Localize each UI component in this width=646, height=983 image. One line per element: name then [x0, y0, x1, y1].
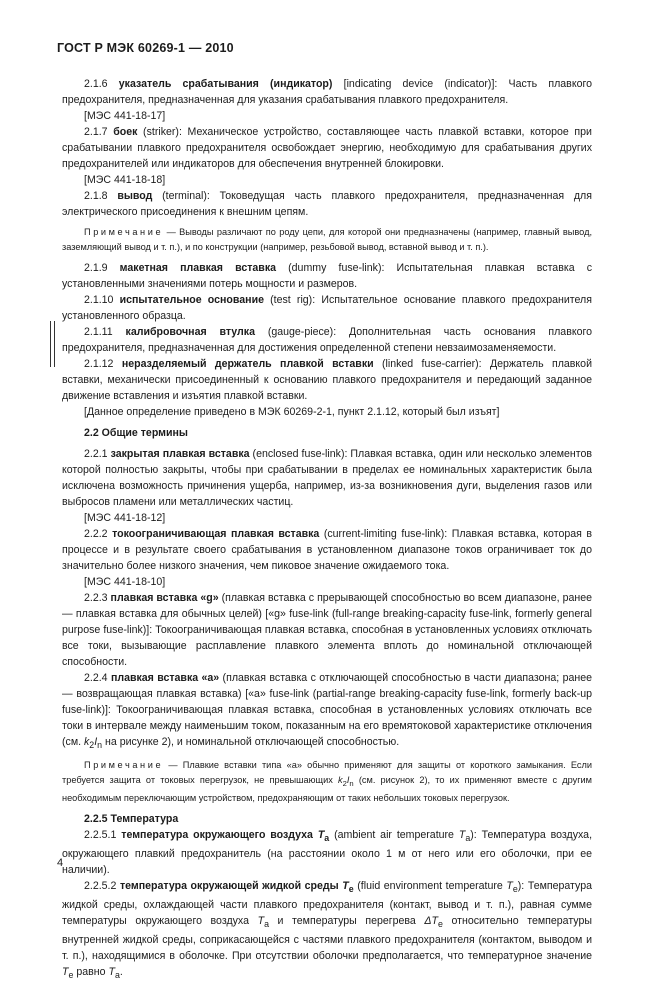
- term: температура окружающей жидкой среды $T_e$: [119, 880, 354, 895]
- term: калибровочная втулка: [125, 326, 255, 338]
- note: Примечание — Выводы различают по роду цепи, для которой они предназначены (например, главный вывод, заземляющий вывод и т. п.), и по конструкции (например, резьбовой вывод, вставной вывод и т. п.).: [62, 227, 592, 252]
- term: указатель срабатывания (индикатор): [118, 78, 333, 90]
- reference: [МЭС 441-18-18]: [84, 174, 166, 186]
- section-heading: 2.2 Общие термины: [84, 427, 188, 439]
- change-bar: [50, 321, 55, 367]
- term: токоограничивающая плавкая вставка: [112, 528, 320, 540]
- term: боек: [113, 126, 138, 138]
- term: закрытая плавкая вставка: [110, 448, 250, 460]
- term: неразделяемый держатель плавкой вставки: [121, 358, 374, 370]
- clause-2-2-5-1: 2.2.5.1 температура окружающего воздуха $T_a$ (ambient air temperature $T_a$): Температура воздуха, окружающего плавкий предохранитель (на расстоянии около 1 м от него или его оболочки, при ее наличии).: [62, 828, 593, 877]
- clause-2-2-2: 2.2.2 токоограничивающая плавкая вставка (current-limiting fuse-link): Плавкая вставка, которая в процессе и в результате своего срабатывания в установленном диапазоне токов ограничивает ток до значительно более низкого значения, чем пиковое значение ожидаемого тока.: [62, 528, 592, 572]
- term: вывод: [117, 190, 153, 202]
- clause-2-1-11: 2.1.11 калибровочная втулка (gauge-piece): Дополнительная часть основания плавкого предохранителя, предназначенная для достижения определенной степени невзаимозаменяемости.: [62, 326, 592, 354]
- clause-2-1-8: 2.1.8 вывод (terminal): Токоведущая часть плавкого предохранителя, предназначенная для электрического присоединения к внешним цепям.: [62, 190, 592, 218]
- term: плавкая вставка «a»: [110, 672, 220, 684]
- note: Примечание — Плавкие вставки типа «a» обычно применяют для защиты от короткого замыкания. Если требуется защита от токовых перегрузок, не превышающих $k_2I_n$ (см. рисунок 2), то их применяют вместе с другим необходимым переключающим устройством, предохраняющим от таких небольших токовых перегрузок.: [62, 760, 593, 803]
- clause-2-2-5-2: 2.2.5.2 температура окружающей жидкой среды $T_e$ (fluid environment temperature $T_e$): Температура жидкой среды, охлаждающей части плавкого предохранителя (контакт, вывод и т. п.), равная сумме температуры окружающего воздуха $T_a$ и температуры перегрева $\Delta T_e$ относительно температуры внутренней жидкой среды, соприкасающейся с частями плавкого предохранителя (контактом, выводом и т. п.), находящимися в оболочке. При отсутствии оболочки предполагается, что температурное значение $T_e$ равно $T_a$.: [62, 880, 592, 981]
- page-body: [62, 76, 592, 983]
- subsection-heading: 2.2.5 Температура: [84, 812, 179, 825]
- clause-2-2-3: 2.2.3 плавкая вставка «g» (плавкая вставка с прерывающей способностью во всем диапазоне, ранее — плавкая вставка для обычных целей) [«g» fuse-link (full-range breaking-capacity fuse-link, formerly general purpose fuse-link)]: Токоограничивающая плавкая вставка, способная в установленных условиях отключать все токи, вызывающие расплавление плавкого элемента вплоть до номинальной отключающей способности.: [62, 592, 592, 668]
- clause-2-1-9: 2.1.9 макетная плавкая вставка (dummy fuse-link): Испытательная плавкая вставка с установленными значениями потерь мощности и размеров.: [62, 262, 592, 290]
- clause-2-1-12: 2.1.12 неразделяемый держатель плавкой вставки (linked fuse-carrier): Держатель плавкой вставки, механически присоединенный к основанию плавкого предохранителя и передающий заданное движение вставления и изъятия плавкой вставки.: [62, 358, 592, 402]
- term: плавкая вставка «g»: [110, 592, 219, 604]
- clause-2-1-7: 2.1.7 боек (striker): Механическое устройство, составляющее часть плавкой вставки, которое при срабатывании плавкого предохранителя освобождает энергию, необходимую для срабатывания других предохранителей или индикаторов для обеспечения внутренней блокировки.: [62, 126, 592, 170]
- reference: [МЭС 441-18-17]: [84, 110, 166, 122]
- term: температура окружающего воздуха $T_a$: [121, 828, 330, 844]
- clause-2-2-4: 2.2.4 плавкая вставка «a» (плавкая вставка с отключающей способностью в части диапазона; ранее — возвращающая плавкая вставка) [«a» fuse-link (partial-range breaking-capacity fuse-link, formerly back-up fuse-link)]: Токоограничивающая плавкая вставка, способная в установленных условиях отключать все токи в интервале между наименьшим током, показанным на его времятоковой характеристике отключения (см. $k_2I_n$ на рисунке 2), и номинальной отключающей способностью.: [62, 672, 592, 751]
- reference: [МЭС 441-18-10]: [84, 576, 166, 588]
- clause-2-2-1: 2.2.1 закрытая плавкая вставка (enclosed fuse-link): Плавкая вставка, один или несколько элементов которой полностью закрыты, чтобы при срабатывании в пределах ее номинальных характеристик была исключена возможность причинения ущерба, например, из-за возникновения дуги, выделения газов или выбросов пламени или металлических частиц.: [62, 448, 592, 508]
- term: макетная плавкая вставка: [119, 262, 277, 274]
- reference: [Данное определение приведено в МЭК 60269-2-1, пункт 2.1.12, который был изъят]: [84, 406, 500, 418]
- clause-2-1-6: 2.1.6 указатель срабатывания (индикатор) [indicating device (indicator)]: Часть плавкого предохранителя, предназначенная для указания срабатывания плавкого предохранителя.: [62, 78, 592, 106]
- clause-2-1-10: 2.1.10 испытательное основание (test rig): Испытательное основание плавкого предохранителя установленного образца.: [62, 294, 592, 322]
- page-header: ГОСТ Р МЭК 60269-1 — 2010: [57, 41, 234, 55]
- page-number: 4: [57, 857, 64, 869]
- term: испытательное основание: [119, 294, 264, 306]
- reference: [МЭС 441-18-12]: [84, 512, 166, 524]
